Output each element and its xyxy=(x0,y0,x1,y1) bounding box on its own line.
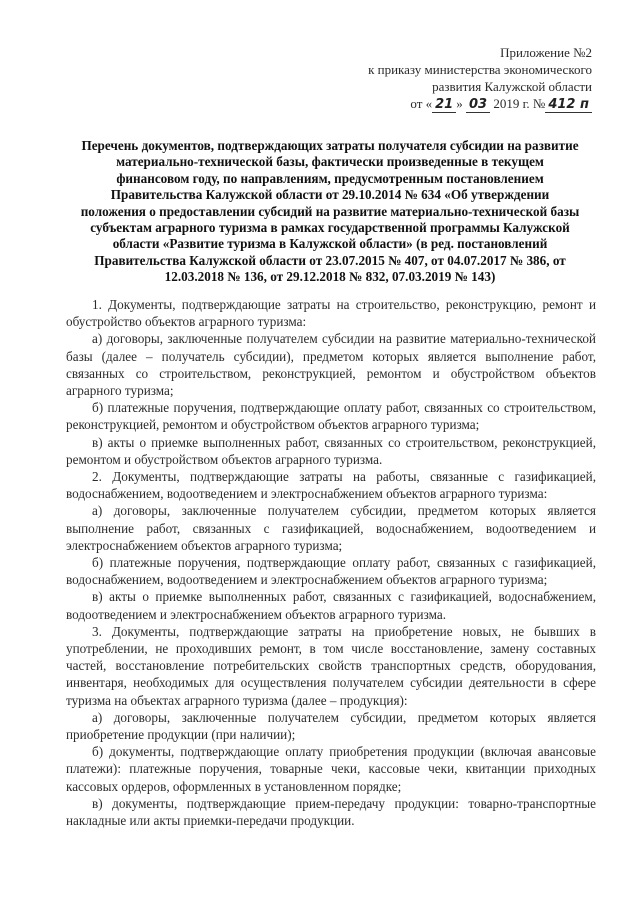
handwritten-day: 21 xyxy=(432,97,456,113)
date-prefix: от « xyxy=(410,96,433,111)
paragraph-3: 3. Документы, подтверждающие затраты на приобретение новых, не бывших в употреблении, не проходивших ремонт, в том числе восстановление, замену составных частей, восстановление потребительских свойств транспортных средств, оборудования, инвентаря, необходимых для осуществления получателем субсидии деятельности в сфере туризма на объектах аграрного туризма (далее – продукция): xyxy=(66,623,596,708)
document-title: Перечень документов, подтверждающих затраты получателя субсидии на развитие материально-технической базы, фактически произведенные в текущем финансовом году, по направлениям, предусмотренным постановлением Правительства Калужской области от 29.10.2014 № 634 «Об утверждении положения о предоставлении субсидий на развитие материально-технической базы субъектам аграрного туризма в рамках государственной программы Калужской области «Развитие туризма в Калужской области» (в ред. постановлений Правительства Калужской области от 23.07.2015 № 407, от 04.07.2017 № 386, от 12.03.2018 № 136, от 29.12.2018 № 832, 07.03.2019 № 143) xyxy=(80,138,580,285)
paragraph-2c: в) акты о приемке выполненных работ, связанных с газификацией, водоснабжением, водоотведением и электроснабжением объектов аграрного туризма. xyxy=(66,589,596,622)
paragraph-3c: в) документы, подтверждающие прием-передачу продукции: товарно-транспортные накладные или акты приемки-передачи продукции. xyxy=(66,795,596,829)
paragraph-3b: б) документы, подтверждающие оплату приобретения продукции (включая авансовые платежи): платежные поручения, товарные чеки, кассовые чеки, квитанции приходных кассовых ордеров, оформленных в установленном порядке; xyxy=(66,744,596,794)
appendix-date-line xyxy=(292,95,592,113)
paragraph-1: 1. Документы, подтверждающие затраты на строительство, реконструкцию, ремонт и обустройство объектов аграрного туризма: xyxy=(66,297,596,330)
paragraph-1b: б) платежные поручения, подтверждающие оплату работ, связанных со строительством, реконструкцией, ремонтом и обустройством объектов аграрного туризма; xyxy=(66,400,596,433)
appendix-order-line: к приказу министерства экономического xyxy=(368,62,592,77)
paragraph-1a: а) договоры, заключенные получателем субсидии на развитие материально-технической базы (далее – получатель субсидии), предметом которых является выполнение работ, связанных со строительством, реконструкцией, ремонтом и обустройством объектов аграрного туризма; xyxy=(66,331,596,399)
year-text: 2019 г. № xyxy=(493,96,546,111)
paragraph-2a: а) договоры, заключенные получателем субсидии, предметом которых является выполнение работ, связанных с газификацией, водоснабжением, водоотведением и электроснабжением объектов аграрного туризма; xyxy=(66,503,596,553)
paragraph-2b: б) платежные поручения, подтверждающие оплату работ, связанных с газификацией, водоснабжением, водоотведением и электроснабжением объектов аграрного туризма; xyxy=(66,555,596,588)
paragraph-1c: в) акты о приемке выполненных работ, связанных со строительством, реконструкцией, ремонтом и обустройством объектов аграрного туризма. xyxy=(66,434,596,467)
appendix-ministry-line: развития Калужской области xyxy=(432,79,592,94)
appendix-title: Приложение №2 xyxy=(500,45,592,60)
handwritten-month: 03 xyxy=(466,97,490,113)
handwritten-number: 412 п xyxy=(545,97,592,113)
date-mid: » xyxy=(456,96,463,111)
appendix-header xyxy=(292,44,592,113)
paragraph-2: 2. Документы, подтверждающие затраты на работы, связанные с газификацией, водоснабжением, водоотведением и электроснабжением объектов аграрного туризма: xyxy=(66,469,596,502)
document-body xyxy=(66,296,596,829)
paragraph-3a: а) договоры, заключенные получателем субсидии, предметом которых является приобретение продукции (при наличии); xyxy=(66,709,596,743)
